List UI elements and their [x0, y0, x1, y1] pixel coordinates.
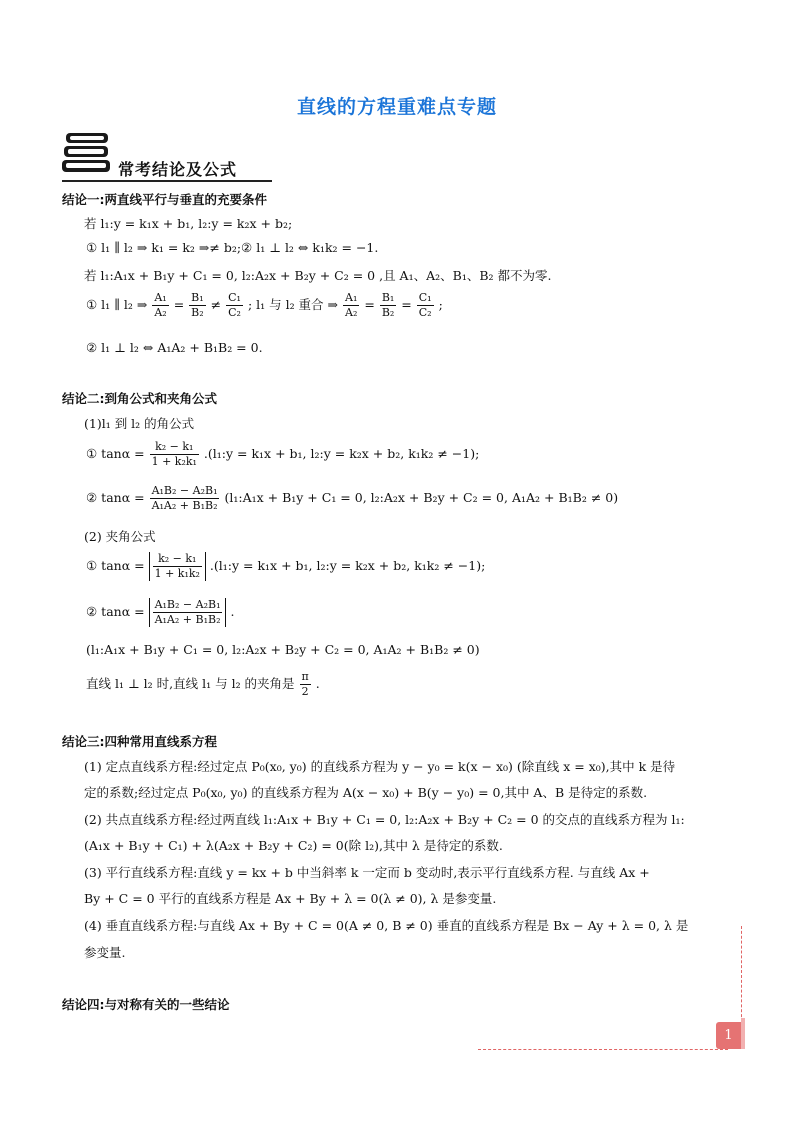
conclusion-3-heading: 结论三:四种常用直线系方程: [62, 734, 217, 749]
c3-row-7: (4) 垂直直线系方程:与直线 Ax + By + C = 0(A ≠ 0, B ≠ 0) 垂直的直线系方程是 Bx − Ay + λ = 0, λ 是: [84, 918, 689, 933]
c1-line-5: ② l₁ ⊥ l₂ ⇔ A₁A₂ + B₁B₂ = 0.: [86, 340, 263, 355]
conclusion-1-heading: 结论一:两直线平行与垂直的充要条件: [62, 192, 267, 207]
c3-row-4: (A₁x + B₁y + C₁) + λ(A₂x + B₂y + C₂) = 0(除 l₂),其中 λ 是待定的系数.: [84, 838, 503, 853]
c2-part-2: (2) 夹角公式: [84, 529, 156, 544]
fraction-c-2: $\frac{\text{C₁}}{\text{C₂}}$: [418, 291, 432, 319]
c2-formula-3: [86, 552, 485, 581]
equals-sign-2: =: [364, 297, 375, 312]
books-icon: [62, 128, 116, 178]
equals-sign: =: [173, 297, 185, 312]
fraction-pi: $\frac{\pi}{2}$: [301, 670, 309, 698]
c1-coincide-text: ; l₁ 与 l₂ 重合 ⇒: [247, 297, 339, 312]
page-number: 1: [716, 1022, 741, 1049]
section-heading: 常考结论及公式: [118, 160, 238, 179]
conclusion-4-heading: 结论四:与对称有关的一些结论: [62, 997, 230, 1012]
page-corner-dashed-vertical: [741, 926, 742, 1022]
fraction-b: $\frac{\text{B₁}}{\text{B₂}}$: [191, 291, 204, 319]
fraction-ab-abs: $\frac{\text{A₁B₂ − A₂B₁}}{\text{A₁A₂ + B₁B₂}}$: [154, 598, 221, 626]
equals-sign-3: =: [401, 297, 412, 312]
section-underline: [62, 180, 272, 182]
c3-row-6: By + C = 0 平行的直线系方程是 Ax + By + λ = 0(λ ≠ 0), λ 是参变量.: [84, 891, 497, 906]
absolute-value: [149, 552, 206, 581]
fraction-c: $\frac{\text{C₁}}{\text{C₂}}$: [228, 291, 241, 319]
not-equal-sign: ≠: [210, 297, 222, 312]
c2-perpendicular-line: [86, 670, 320, 699]
formula-lead: ② tanα =: [86, 490, 145, 505]
c2-formula-4: [86, 598, 234, 627]
formula-lead: ① tanα =: [86, 446, 145, 461]
fraction-ab: $\frac{\text{A₁B₂ − A₂B₁}}{\text{A₁A₂ + B₁B₂}}$: [151, 484, 218, 512]
formula-condition: (l₁:A₁x + B₁y + C₁ = 0, l₂:A₂x + B₂y + C₂ = 0, A₁A₂ + B₁B₂ ≠ 0): [224, 490, 619, 505]
fraction-k: $\frac{\text{k₂ − k₁}}{\text{1 + k₂k₁}}$: [151, 440, 197, 468]
conclusion-2-heading: 结论二:到角公式和夹角公式: [62, 391, 217, 406]
fraction-k-abs: $\frac{\text{k₂ − k₁}}{\text{1 + k₁k₂}}$: [154, 552, 200, 580]
c2-condition-line: (l₁:A₁x + B₁y + C₁ = 0, l₂:A₂x + B₂y + C₂ = 0, A₁A₂ + B₁B₂ ≠ 0): [86, 642, 480, 657]
formula-lead: ② tanα =: [86, 604, 145, 619]
c3-row-3: (2) 共点直线系方程:经过两直线 l₁:A₁x + B₁y + C₁ = 0, l₂:A₂x + B₂y + C₂ = 0 的交点的直线系方程为 l₁:: [84, 812, 685, 827]
fraction-a: $\frac{\text{A₁}}{\text{A₂}}$: [154, 291, 167, 319]
c1-line-2: ① l₁ ∥ l₂ ⇒ k₁ = k₂ ⇒≠ b₂;② l₁ ⊥ l₂ ⇔ k₁k₂ = −1.: [86, 240, 379, 255]
absolute-value: [149, 598, 227, 627]
c3-row-1: (1) 定点直线系方程:经过定点 P₀(x₀, y₀) 的直线系方程为 y − y₀ = k(x − x₀) (除直线 x = x₀),其中 k 是待: [84, 759, 676, 774]
perpendicular-end: .: [315, 676, 320, 691]
c2-formula-1: [86, 440, 479, 469]
formula-end: .: [230, 604, 235, 619]
c3-row-5: (3) 平行直线系方程:直线 y = kx + b 中当斜率 k 一定而 b 变动时,表示平行直线系方程. 与直线 Ax +: [84, 865, 650, 880]
page-number-tab-shadow: [741, 1018, 745, 1049]
formula-lead: ① tanα =: [86, 558, 145, 573]
c3-row-2: 定的系数;经过定点 P₀(x₀, y₀) 的直线系方程为 A(x − x₀) + B(y − y₀) = 0,其中 A、B 是待定的系数.: [84, 785, 648, 800]
fraction-a-2: $\frac{\text{A₁}}{\text{A₂}}$: [345, 291, 358, 319]
fraction-b-2: $\frac{\text{B₁}}{\text{B₂}}$: [381, 291, 395, 319]
formula-condition: .(l₁:y = k₁x + b₁, l₂:y = k₂x + b₂, k₁k₂ ≠ −1);: [209, 558, 486, 573]
c3-row-8: 参变量.: [84, 945, 126, 960]
formula-condition: .(l₁:y = k₁x + b₁, l₂:y = k₂x + b₂, k₁k₂ ≠ −1);: [203, 446, 480, 461]
page-corner-dashed-horizontal: [478, 1049, 728, 1050]
c2-formula-2: [86, 484, 618, 513]
c2-part-1: (1)l₁ 到 l₂ 的角公式: [84, 416, 195, 431]
page-title: 直线的方程重难点专题: [296, 96, 497, 118]
c1-line-1: 若 l₁:y = k₁x + b₁, l₂:y = k₂x + b₂;: [84, 216, 293, 231]
c1-parallel-text: ① l₁ ∥ l₂ ⇒: [86, 297, 148, 312]
perpendicular-text: 直线 l₁ ⊥ l₂ 时,直线 l₁ 与 l₂ 的夹角是: [86, 676, 295, 691]
c1-end: ;: [438, 297, 443, 312]
c1-line-4: [86, 291, 443, 320]
c1-line-3: 若 l₁:A₁x + B₁y + C₁ = 0, l₂:A₂x + B₂y + C₂ = 0 ,且 A₁、A₂、B₁、B₂ 都不为零.: [84, 268, 552, 283]
